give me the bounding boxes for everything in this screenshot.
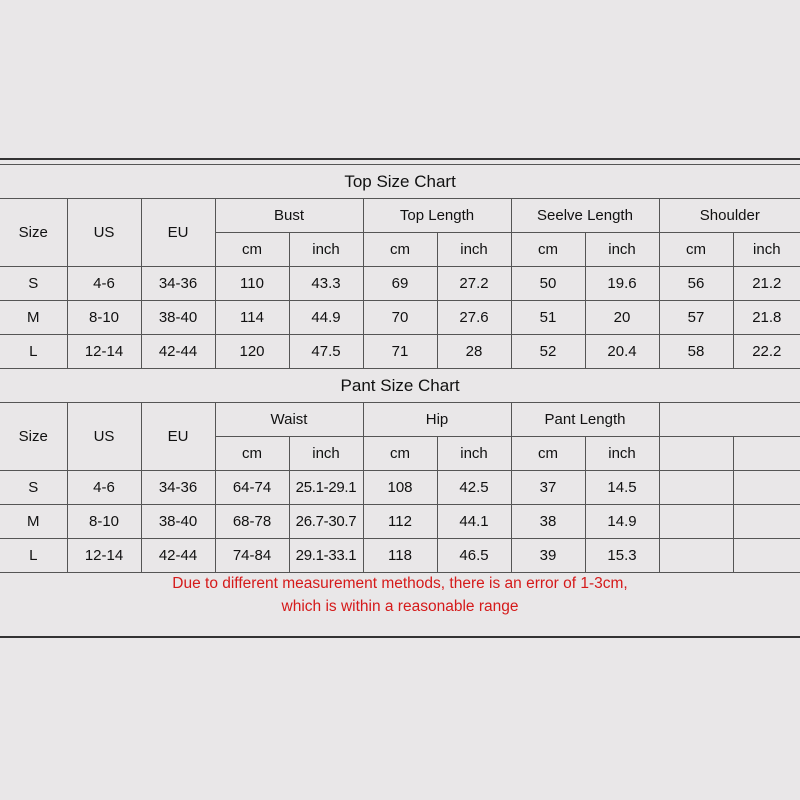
data-cell: 12-14 [67, 539, 141, 573]
data-cell [733, 539, 800, 573]
data-cell: 26.7-30.7 [289, 505, 363, 539]
data-cell: 108 [363, 471, 437, 505]
header-pant-length: Pant Length [511, 403, 659, 437]
size-cell: S [0, 471, 67, 505]
data-cell: 27.2 [437, 267, 511, 301]
header-eu: EU [141, 199, 215, 267]
table-row [0, 505, 800, 539]
measurement-note [0, 572, 800, 618]
note-line-1: Due to different measurement methods, there is an error of 1-3cm, [172, 575, 628, 592]
header-size: Size [0, 199, 67, 267]
unit-cell: cm [215, 233, 289, 267]
data-cell: 25.1-29.1 [289, 471, 363, 505]
data-cell [659, 471, 733, 505]
data-cell: 8-10 [67, 505, 141, 539]
data-cell: 22.2 [733, 335, 800, 369]
data-cell: 110 [215, 267, 289, 301]
data-cell: 20.4 [585, 335, 659, 369]
unit-cell: cm [363, 233, 437, 267]
data-cell: 50 [511, 267, 585, 301]
unit-cell: inch [733, 233, 800, 267]
data-cell: 28 [437, 335, 511, 369]
size-cell: M [0, 301, 67, 335]
data-cell: 4-6 [67, 471, 141, 505]
data-cell: 15.3 [585, 539, 659, 573]
data-cell: 47.5 [289, 335, 363, 369]
data-cell: 58 [659, 335, 733, 369]
data-cell: 56 [659, 267, 733, 301]
header-top-length: Top Length [363, 199, 511, 233]
data-cell: 57 [659, 301, 733, 335]
header-waist: Waist [215, 403, 363, 437]
data-cell: 44.9 [289, 301, 363, 335]
size-cell: L [0, 335, 67, 369]
data-cell [659, 539, 733, 573]
unit-cell: cm [511, 437, 585, 471]
data-cell: 19.6 [585, 267, 659, 301]
unit-cell: cm [363, 437, 437, 471]
unit-cell [659, 437, 733, 471]
top-size-table [0, 164, 800, 573]
data-cell: 44.1 [437, 505, 511, 539]
data-cell: 71 [363, 335, 437, 369]
data-cell: 38-40 [141, 301, 215, 335]
header-hip: Hip [363, 403, 511, 437]
data-cell: 29.1-33.1 [289, 539, 363, 573]
size-cell: L [0, 539, 67, 573]
unit-cell: inch [585, 437, 659, 471]
data-cell: 34-36 [141, 471, 215, 505]
data-cell: 118 [363, 539, 437, 573]
header-bust: Bust [215, 199, 363, 233]
table-row [0, 539, 800, 573]
data-cell [733, 505, 800, 539]
data-cell: 27.6 [437, 301, 511, 335]
data-cell: 51 [511, 301, 585, 335]
data-cell [733, 471, 800, 505]
data-cell: 8-10 [67, 301, 141, 335]
data-cell: 64-74 [215, 471, 289, 505]
unit-cell [733, 437, 800, 471]
data-cell: 52 [511, 335, 585, 369]
size-cell: M [0, 505, 67, 539]
unit-cell: inch [437, 233, 511, 267]
header-shoulder: Shoulder [659, 199, 800, 233]
data-cell: 34-36 [141, 267, 215, 301]
data-cell: 69 [363, 267, 437, 301]
unit-cell: cm [215, 437, 289, 471]
data-cell: 38 [511, 505, 585, 539]
note-line-2: which is within a reasonable range [281, 598, 519, 615]
data-cell: 114 [215, 301, 289, 335]
data-cell: 39 [511, 539, 585, 573]
header-us: US [67, 199, 141, 267]
data-cell: 38-40 [141, 505, 215, 539]
unit-cell: inch [289, 437, 363, 471]
table-row [0, 471, 800, 505]
data-cell: 120 [215, 335, 289, 369]
table-row [0, 301, 800, 335]
data-cell: 14.9 [585, 505, 659, 539]
pant-chart-title: Pant Size Chart [0, 369, 800, 403]
header-size: Size [0, 403, 67, 471]
data-cell: 37 [511, 471, 585, 505]
size-cell: S [0, 267, 67, 301]
data-cell: 46.5 [437, 539, 511, 573]
data-cell: 21.8 [733, 301, 800, 335]
data-cell: 112 [363, 505, 437, 539]
top-chart-title: Top Size Chart [0, 165, 800, 199]
data-cell [659, 505, 733, 539]
header-empty [659, 403, 800, 437]
unit-cell: inch [437, 437, 511, 471]
data-cell: 68-78 [215, 505, 289, 539]
header-sleeve-length: Seelve Length [511, 199, 659, 233]
unit-cell: inch [585, 233, 659, 267]
data-cell: 74-84 [215, 539, 289, 573]
data-cell: 4-6 [67, 267, 141, 301]
data-cell: 70 [363, 301, 437, 335]
size-chart-sheet [0, 158, 800, 638]
data-cell: 42.5 [437, 471, 511, 505]
header-eu: EU [141, 403, 215, 471]
data-cell: 21.2 [733, 267, 800, 301]
data-cell: 42-44 [141, 335, 215, 369]
data-cell: 42-44 [141, 539, 215, 573]
data-cell: 43.3 [289, 267, 363, 301]
data-cell: 20 [585, 301, 659, 335]
table-row [0, 267, 800, 301]
unit-cell: inch [289, 233, 363, 267]
table-row [0, 335, 800, 369]
data-cell: 12-14 [67, 335, 141, 369]
unit-cell: cm [511, 233, 585, 267]
data-cell: 14.5 [585, 471, 659, 505]
unit-cell: cm [659, 233, 733, 267]
header-us: US [67, 403, 141, 471]
